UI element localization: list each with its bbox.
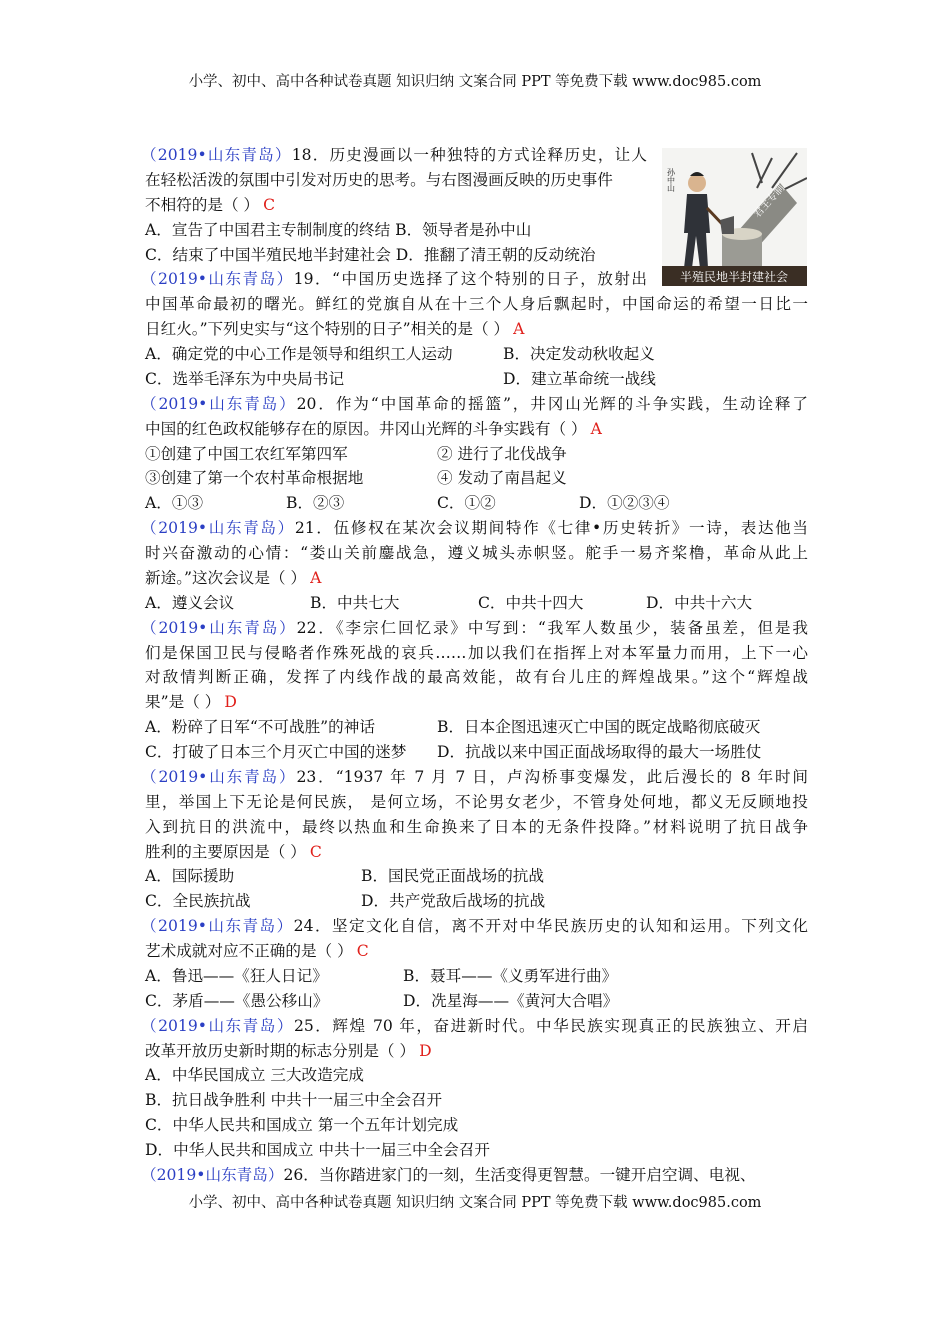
question-stem-line: [141, 914, 808, 939]
question-stem-line: [141, 1163, 808, 1188]
stem-text: 21．伍修权在某次会议期间特作《七律•历史转折》一诗，表达他当: [294, 519, 808, 538]
option-text: C．结束了中国半殖民地半封建社会 D．推翻了清王朝的反动统治: [145, 245, 596, 264]
option-row: [145, 1088, 808, 1113]
question-stem-line: [141, 143, 647, 168]
option-row: [145, 442, 808, 467]
stem-text: 不相符的是（ ）: [145, 195, 260, 214]
question-stem-line: [145, 815, 808, 840]
question-source: （2019•山东青岛）: [141, 394, 297, 413]
option-row: [145, 367, 808, 392]
option-text: ② 进行了北伐战争: [437, 444, 567, 463]
option-text: A．粉碎了日军“不可战胜”的神话: [145, 718, 375, 737]
option-text: A．确定党的中心工作是领导和组织工人运动: [145, 345, 453, 363]
option-text: A．①③: [145, 494, 204, 513]
option-text: A．中华民国成立 三大改造完成: [145, 1066, 364, 1085]
stem-text: 24．坚定文化自信，离不开对中华民族历史的认知和运用。下列文化: [293, 917, 808, 936]
question: [141, 765, 808, 914]
question: [141, 392, 808, 516]
trunk-label: 君主专制: [752, 182, 787, 221]
option-row: [145, 740, 808, 765]
option-text: B．中共七大: [310, 593, 400, 612]
question-stem-line: [145, 317, 808, 342]
option-text: ④ 发动了南昌起义: [437, 469, 567, 488]
question-source: （2019•山东青岛）: [141, 146, 292, 164]
question: [141, 914, 808, 1014]
stem-text: 改革开放历史新时期的标志分别是（ ）: [145, 1041, 416, 1060]
option-text: D．中共十六大: [646, 593, 753, 612]
question-stem-line: [145, 168, 808, 193]
question-stem-line: [141, 1014, 808, 1039]
question-stem-line: [141, 392, 808, 417]
question-list: [141, 143, 808, 1188]
stem-text: 日红火。”下列史实与“这个特别的日子”相关的是（ ）: [145, 320, 510, 339]
stem-text: 里，举国上下无论是何民族， 是何立场，不论男女老少，不管身处何地，都义无反顾地投: [145, 792, 808, 811]
question-stem-line: [141, 765, 808, 790]
option-text: C．全民族抗战: [145, 892, 251, 911]
question: [141, 1163, 808, 1188]
stem-text: 入到抗日的洪流中，最终以热血和生命换来了日本的无条件投降。”材料说明了抗日战争: [145, 817, 808, 836]
stem-text: 们是保国卫民与侵略者作殊死战的哀兵……加以我们在指挥上对本军量力而用，上下一心: [145, 643, 808, 662]
stem-text: 中国革命最初的曙光。鲜红的党旗自从在十三个人身后飘起时，中国命运的希望一日比一: [145, 295, 808, 314]
option-text: ①创建了中国工农红军第四军: [145, 444, 348, 463]
option-row: [145, 466, 808, 491]
option-text: C．打破了日本三个月灭亡中国的迷梦: [145, 743, 407, 761]
question-source: （2019•山东青岛）: [141, 917, 294, 936]
stem-text: 艺术成就对应不正确的是（ ）: [145, 942, 353, 960]
question-source: （2019•山东青岛）: [141, 1165, 284, 1184]
option-row: [145, 989, 808, 1014]
question-stem-line: [141, 616, 808, 641]
question-stem-line: [145, 541, 808, 566]
question: [141, 616, 808, 765]
option-row: [145, 889, 808, 914]
option-row: [145, 591, 808, 616]
option-text: C．①②: [437, 494, 496, 513]
question: [141, 1014, 808, 1163]
stem-text: 对敌情判断正确，发挥了内线作战的最高效能，故有台儿庄的辉煌战果。”这个“辉煌战: [145, 668, 808, 687]
question-stem-line: [145, 665, 808, 690]
option-text: B．②③: [286, 494, 345, 513]
question-stem-line: [145, 939, 808, 964]
question-stem-line: [145, 193, 808, 218]
option-text: C．中共十四大: [478, 593, 584, 612]
question-stem-line: [145, 292, 808, 317]
stem-text: 19．“中国历史选择了这个特别的日子，放射出: [293, 270, 647, 289]
answer-key: C: [356, 942, 369, 960]
answer-key: C: [309, 842, 322, 861]
option-text: D．冼星海——《黄河大合唱》: [403, 991, 619, 1010]
option-text: C．茅盾——《愚公移山》: [145, 991, 329, 1010]
question-stem-line: [145, 566, 808, 591]
question-stem-line: [145, 641, 808, 666]
option-text: B．决定发动秋收起义: [503, 345, 655, 363]
option-row: [145, 1138, 808, 1163]
question: [141, 143, 808, 267]
stem-text: 20．作为“中国革命的摇篮”，井冈山光辉的斗争实践，生动诠释了: [296, 394, 808, 413]
option-text: A．国际援助: [145, 867, 235, 886]
answer-key: A: [310, 568, 322, 587]
option-text: A．鲁迅——《狂人日记》: [145, 966, 328, 985]
question-stem-line: [141, 516, 808, 541]
option-text: B．国民党正面战场的抗战: [361, 867, 544, 886]
stem-text: 果”是（ ）: [145, 693, 221, 712]
option-text: D．抗战以来中国正面战场取得的最大一场胜仗: [437, 743, 762, 761]
stem-text: 22．《李宗仁回忆录》中写到：“我军人数虽少，装备虽差，但是我: [296, 618, 808, 637]
option-text: ③创建了第一个农村革命根据地: [145, 469, 364, 488]
option-row: [145, 1113, 808, 1138]
answer-key: A: [590, 419, 602, 438]
question-source: （2019•山东青岛）: [141, 519, 295, 538]
ground-label: 半殖民地半封建社会: [679, 270, 789, 284]
option-text: D．共产党敌后战场的抗战: [361, 892, 546, 911]
page-footer: 小学、初中、高中各种试卷真题 知识归纳 文案合同 PPT 等免费下载 www.doc985.com: [188, 1195, 762, 1211]
question-source: （2019•山东青岛）: [141, 618, 297, 637]
person-label: 孙中山: [666, 168, 676, 192]
stem-text: 25．辉煌 70 年，奋进新时代。中华民族实现真正的民族独立、开启: [293, 1016, 808, 1035]
option-row: [145, 491, 808, 516]
question-source: （2019•山东青岛）: [141, 767, 297, 786]
option-text: A．遵义会议: [145, 593, 235, 612]
option-row: [145, 243, 808, 268]
option-text: D．中华人民共和国成立 中共十一届三中全会召开: [145, 1141, 490, 1159]
option-row: [145, 218, 808, 243]
stem-text: 胜利的主要原因是（ ）: [145, 842, 306, 861]
answer-key: C: [263, 195, 276, 214]
option-row: [145, 342, 808, 367]
option-row: [145, 1063, 808, 1088]
answer-key: D: [224, 693, 237, 712]
question-stem-line: [145, 417, 808, 442]
page-header: 小学、初中、高中各种试卷真题 知识归纳 文案合同 PPT 等免费下载 www.doc985.com: [188, 74, 762, 90]
stem-text: 在轻松活泼的氛围中引发对历史的思考。与右图漫画反映的历史事件: [145, 170, 613, 189]
stem-text: 18．历史漫画以一种独特的方式诠释历史，让人: [291, 146, 647, 164]
stem-text: 时兴奋激动的心情：“娄山关前鏖战急，遵义城头赤帜竖。舵手一易齐桨橹，革命从此上: [145, 544, 808, 562]
question: [141, 516, 808, 616]
question-stem-line: [145, 690, 808, 715]
question-source: （2019•山东青岛）: [141, 1016, 294, 1035]
question-stem-line: [145, 840, 808, 865]
answer-key: D: [419, 1041, 432, 1060]
question-source: （2019•山东青岛）: [141, 270, 294, 289]
option-text: B．日本企图迅速灭亡中国的既定战略彻底破灭: [437, 718, 761, 737]
question-stem-line: [145, 1039, 808, 1064]
option-text: D．①②③④: [579, 494, 670, 513]
option-row: [145, 864, 808, 889]
option-text: D．建立革命统一战线: [503, 369, 656, 388]
stem-text: 新途。”这次会议是（ ）: [145, 568, 307, 587]
option-row: [145, 964, 808, 989]
option-text: C．选举毛泽东为中央局书记: [145, 369, 345, 388]
question-stem-line: [145, 790, 808, 815]
answer-key: A: [513, 320, 525, 339]
option-text: A．宣告了中国君主专制制度的终结 B．领导者是孙中山: [145, 220, 532, 239]
option-row: [145, 715, 808, 740]
option-text: B．抗日战争胜利 中共十一届三中全会召开: [145, 1091, 443, 1110]
question: [141, 267, 808, 391]
stem-text: 中国的红色政权能够存在的原因。井冈山光辉的斗争实践有（ ）: [145, 419, 587, 438]
stem-text: 26．当你踏进家门的一刻，生活变得更智慧。一键开启空调、电视、: [283, 1165, 756, 1184]
option-text: C．中华人民共和国成立 第一个五年计划完成: [145, 1116, 459, 1135]
question-stem-line: [141, 267, 647, 292]
option-text: B．聂耳——《义勇军进行曲》: [403, 966, 618, 985]
stem-text: 23．“1937 年 7 月 7 日，卢沟桥事变爆发，此后漫长的 8 年时间: [296, 767, 808, 786]
